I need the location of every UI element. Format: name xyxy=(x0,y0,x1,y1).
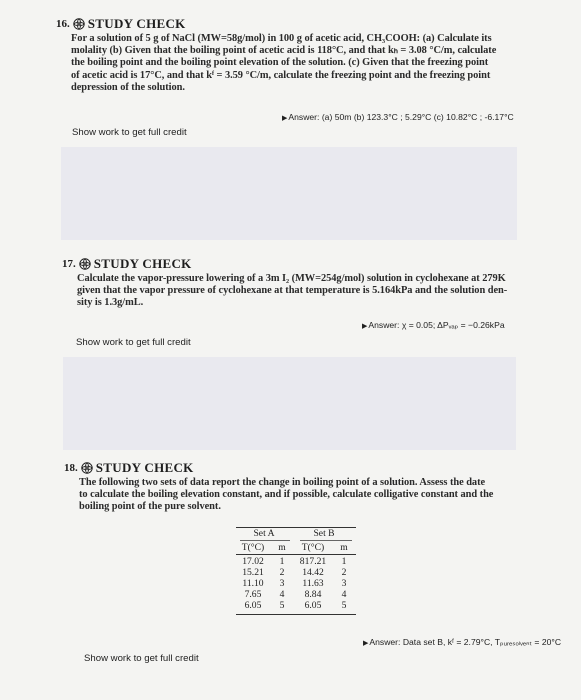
answer-arrow-icon: ▶ xyxy=(363,640,369,647)
col-header-t-a: T(°C) xyxy=(241,542,265,553)
set-b-temp: 6.05 xyxy=(304,600,322,611)
text-line: given that the vapor pressure of cyclohexane at that temperature is 5.164kPa and the solution den- xyxy=(77,285,508,297)
set-a-m: 2 xyxy=(279,567,285,578)
answer-17 xyxy=(362,320,505,331)
text-line: boiling point of the pure solvent. xyxy=(79,501,221,513)
set-a-m: 4 xyxy=(279,589,285,600)
text-line: to calculate the boiling elevation constant, and if possible, calculate colligative constant and the xyxy=(79,489,494,501)
set-b-underline xyxy=(300,540,352,541)
col-header-m-a: m xyxy=(278,542,286,553)
set-b-temp: 14.42 xyxy=(302,567,324,578)
set-a-temp: 11.10 xyxy=(242,578,264,589)
problem-heading: STUDY CHECK xyxy=(93,256,192,271)
show-work-17: Show work to get full credit xyxy=(76,337,191,348)
text-line: molality (b) Given that the boiling point of acetic acid is 118°C, and that kₕ = 3.08 °C/m, calculate xyxy=(71,45,497,57)
text-line: the boiling point and the boiling point elevation of the solution. (c) Given that the freezing point xyxy=(71,57,489,69)
text-line: of acetic acid is 17°C, and that kᶠ = 3.59 °C/m, calculate the freezing point and the freezing point xyxy=(71,69,491,81)
problem-18 xyxy=(64,460,534,514)
problem-heading: STUDY CHECK xyxy=(95,460,194,475)
study-check-icon xyxy=(81,462,93,474)
set-b-temp: 817.21 xyxy=(299,556,327,567)
table-bottom-rule xyxy=(236,614,356,615)
problem-number: 16. xyxy=(56,18,70,30)
problem-17-text xyxy=(77,273,532,310)
set-a-temp: 15.21 xyxy=(242,567,264,578)
answer-18 xyxy=(363,637,561,648)
set-b-header: Set B xyxy=(313,528,335,539)
set-a-underline xyxy=(240,540,290,541)
answer-16 xyxy=(282,112,514,122)
header-rule xyxy=(236,554,356,555)
answer-text: Answer: χ = 0.05; ΔPᵥₐₚ = −0.26kPa xyxy=(368,320,505,330)
set-a-temp: 17.02 xyxy=(242,556,264,567)
answer-arrow-icon: ▶ xyxy=(282,115,288,122)
show-work-18: Show work to get full credit xyxy=(84,653,199,664)
problem-17 xyxy=(62,256,532,310)
boiling-point-table xyxy=(236,526,356,618)
set-a-temp: 6.05 xyxy=(244,600,262,611)
answer-text: Answer: Data set B, kᶠ = 2.79°C, Tₚᵤᵣₑₛₒₗᵥₑₙₜ = 20°C xyxy=(369,637,562,647)
problem-18-text xyxy=(79,477,534,514)
col-header-t-b: T(°C) xyxy=(301,542,325,553)
problem-16-text xyxy=(71,33,526,94)
text-line: Calculate the vapor-pressure lowering of a 3m I₂ (MW=254g/mol) solution in cyclohexane at 279K xyxy=(77,273,506,284)
set-a-m: 3 xyxy=(279,578,285,589)
problem-heading: STUDY CHECK xyxy=(87,16,186,31)
problem-18-header xyxy=(64,460,534,476)
set-b-temp: 11.63 xyxy=(302,578,324,589)
text-line: The following two sets of data report the change in boiling point of a solution. Assess the date xyxy=(79,477,486,488)
text-line: sity is 1.3g/mL. xyxy=(77,297,144,309)
answer-arrow-icon: ▶ xyxy=(362,323,368,330)
problem-16-header xyxy=(56,16,526,32)
col-header-m-b: m xyxy=(340,542,348,553)
set-a-temp: 7.65 xyxy=(244,589,262,600)
set-b-m: 5 xyxy=(341,600,347,611)
set-b-m: 4 xyxy=(341,589,347,600)
answer-text: Answer: (a) 50m (b) 123.3°C ; 5.29°C (c) 10.82°C ; -6.17°C xyxy=(288,112,514,122)
problem-17-header xyxy=(62,256,532,272)
set-b-m: 2 xyxy=(341,567,347,578)
show-work-16: Show work to get full credit xyxy=(72,127,187,138)
work-area-16[interactable] xyxy=(61,147,517,240)
text-line: depression of the solution. xyxy=(71,81,185,93)
problem-number: 17. xyxy=(62,258,76,270)
set-b-temp: 8.84 xyxy=(304,589,322,600)
set-a-header: Set A xyxy=(253,528,275,539)
set-a-m: 1 xyxy=(279,556,285,567)
study-check-icon xyxy=(79,258,91,270)
text-line: For a solution of 5 g of NaCl (MW=58g/mol) in 100 g of acetic acid, CH₃COOH: (a) Calculate its xyxy=(71,33,492,44)
set-b-m: 3 xyxy=(341,578,347,589)
set-a-m: 5 xyxy=(279,600,285,611)
problem-number: 18. xyxy=(64,462,78,474)
problem-16 xyxy=(56,16,526,94)
study-check-icon xyxy=(73,18,85,30)
set-b-m: 1 xyxy=(341,556,347,567)
work-area-17[interactable] xyxy=(63,357,516,450)
